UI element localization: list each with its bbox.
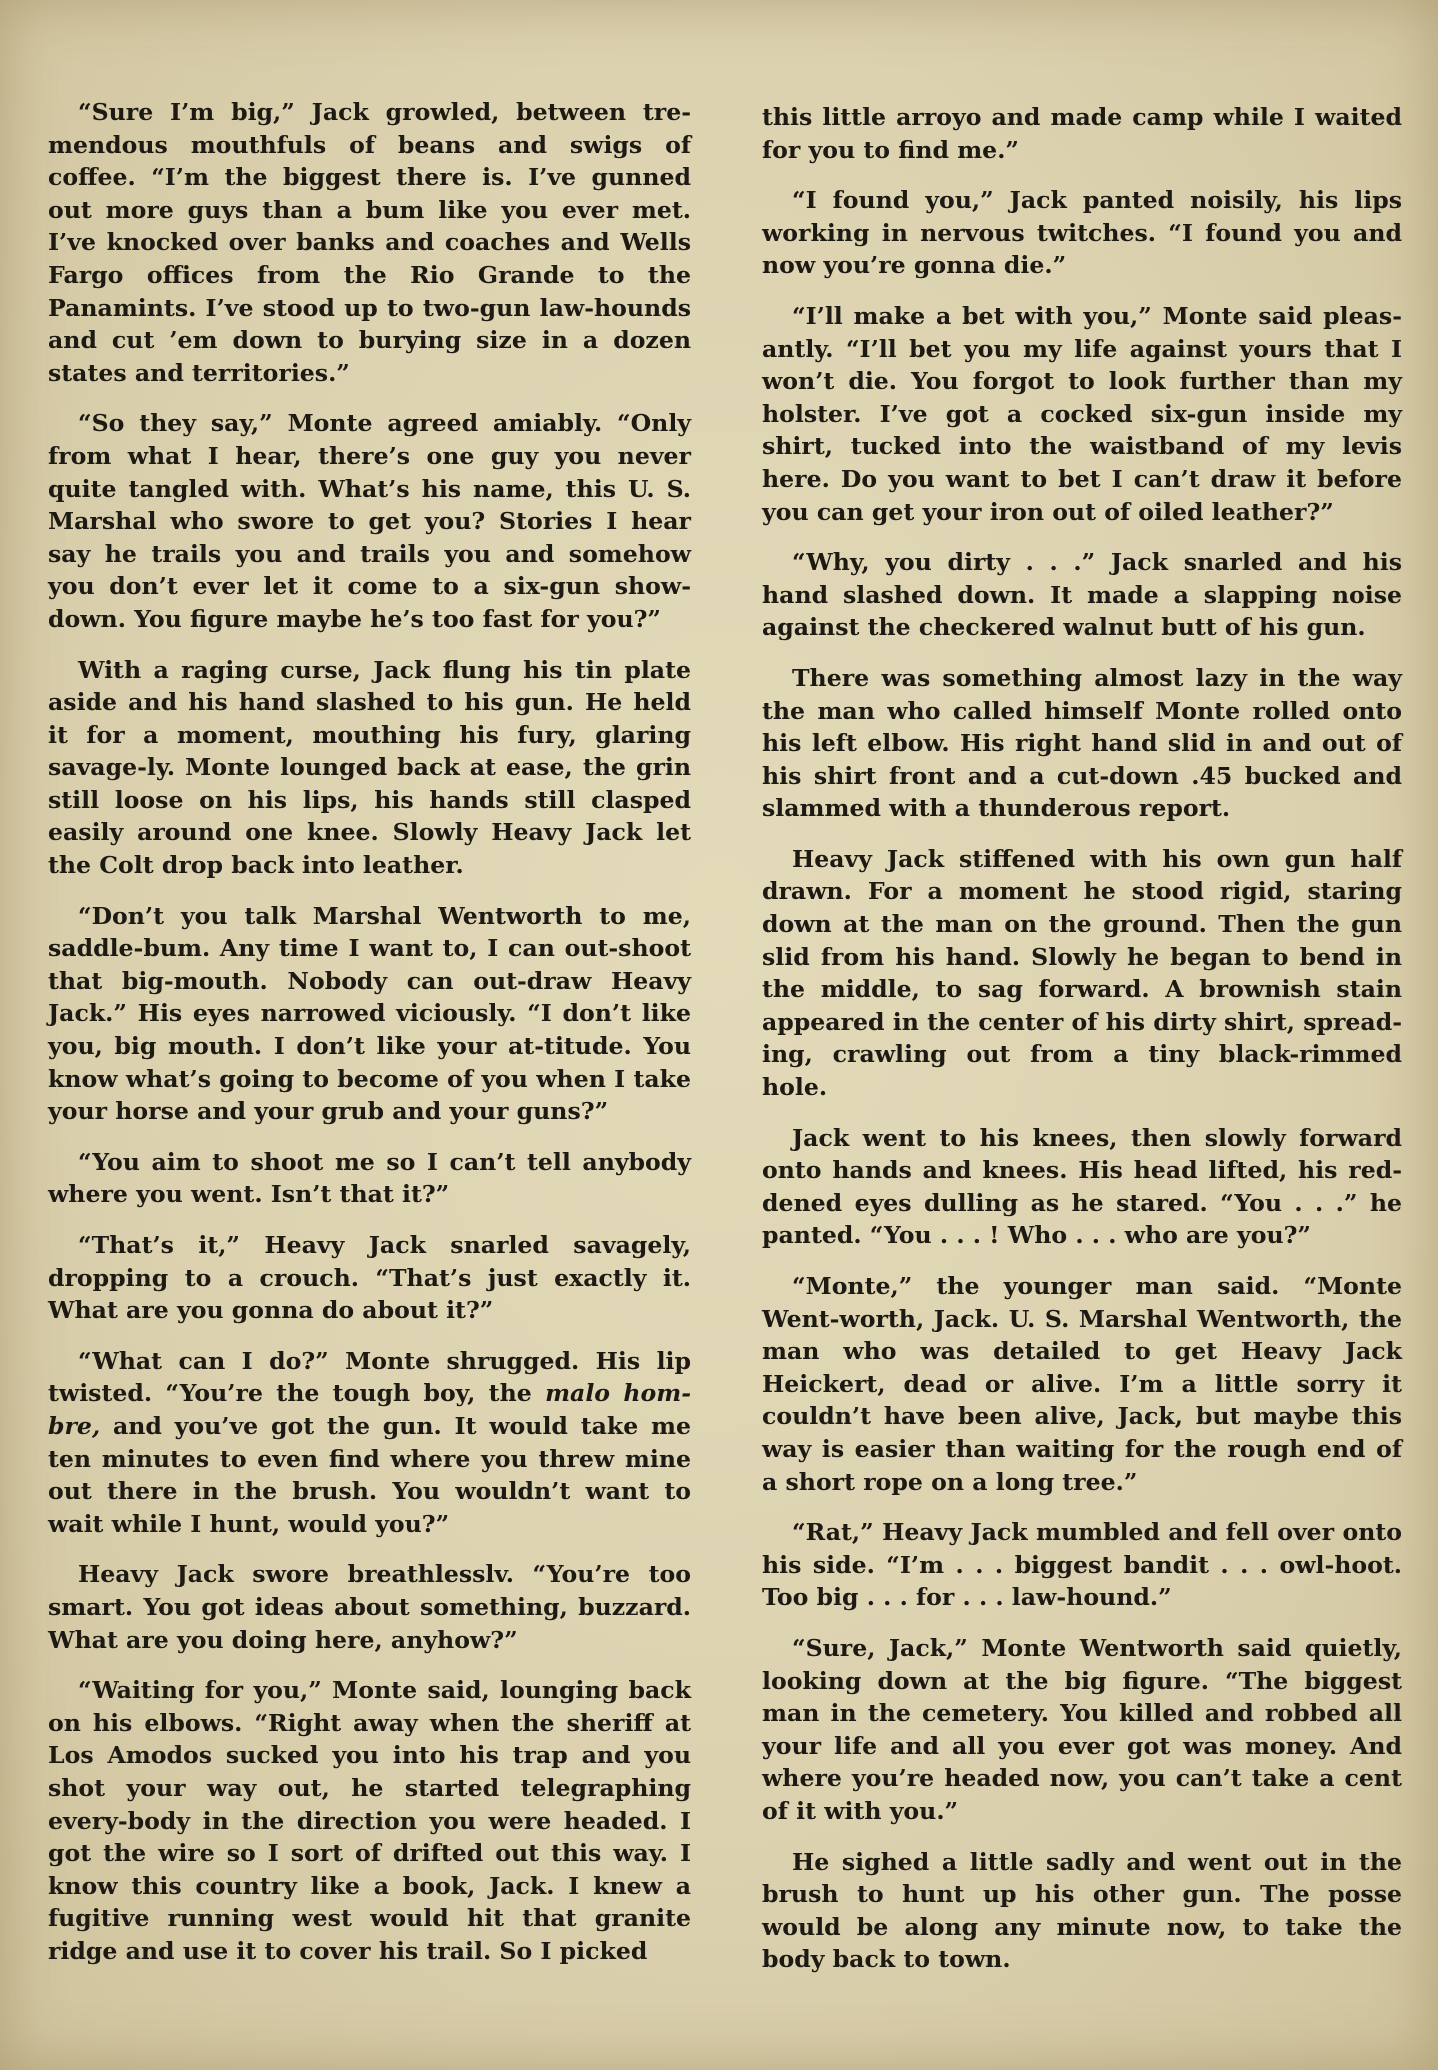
- left-column: [48, 96, 691, 1985]
- paragraph: “Monte,” the younger man said. “Monte Went-worth, Jack. U. S. Marshal Wentworth, the man who was detailed to get Heavy Jack Heickert, dead or alive. I’m a little sorry it couldn’t have been alive, Jack, but maybe this way is easier than waiting for the rough end of a short rope on a long tree.”: [762, 1272, 1402, 1496]
- paragraph: Jack went to his knees, then slowly forward onto hands and knees. His head lifted, his red-dened eyes dulling as he stared. “You . . .” he panted. “You . . . ! Who . . . who are you?”: [762, 1123, 1402, 1250]
- paragraph: “Don’t you talk Marshal Wentworth to me, saddle-bum. Any time I want to, I can out-shoot that big-mouth. Nobody can out-draw Heavy Jack.” His eyes narrowed viciously. “I don’t like you, big mouth. I don’t like your at-titude. You know what’s going to become of you when I take your horse and your grub and your guns?”: [48, 901, 691, 1126]
- paragraph: “Waiting for you,” Monte said, lounging back on his elbows. “Right away when the sheriff at Los Amodos sucked you into his trap and you shot your way out, he started telegraphing every-body in the direction you were headed. I got the wire so I sort of drifted out this way. I know this country like a book, Jack. I knew a fugitive running west would hit that granite ridge and use it to cover his trail. So I picked: [48, 1676, 691, 1965]
- paragraph: With a raging curse, Jack flung his tin plate aside and his hand slashed to his gun. He held it for a moment, mouthing his fury, glaring savage-ly. Monte lounged back at ease, the grin still loose on his lips, his hands still clasped easily around one knee. Slowly Heavy Jack let the Colt drop back into leather.: [48, 655, 691, 880]
- paragraph: “Sure I’m big,” Jack growled, between tre-mendous mouthfuls of beans and swigs of coffee. “I’m the biggest there is. I’ve gunned out more guys than a bum like you ever met. I’ve knocked over banks and coaches and Wells Fargo offices from the Rio Grande to the Panamints. I’ve stood up to two-gun law-hounds and cut ’em down to burying size in a dozen states and territories.”: [48, 98, 691, 387]
- paragraph-text: “What can I do?” Monte shrugged. His lip twisted. “You’re the tough boy, the: [48, 1346, 691, 1408]
- italic-phrase: malo hom-bre,: [48, 1379, 691, 1440]
- paragraph: Heavy Jack stiffened with his own gun half drawn. For a moment he stood rigid, staring down at the man on the ground. Then the gun slid from his hand. Slowly he began to bend in the middle, to sag forward. A brownish stain appeared in the center of his dirty shirt, spread-ing, crawling out from a tiny black-rimmed hole.: [762, 844, 1402, 1102]
- paragraph: “I found you,” Jack panted noisily, his lips working in nervous twitches. “I found you and now you’re gonna die.”: [762, 186, 1402, 280]
- paragraph: “I’ll make a bet with you,” Monte said pleas-antly. “I’ll bet you my life against yours that I won’t die. You forgot to look further than my holster. I’ve got a cocked six-gun inside my shirt, tucked into the waistband of my levis here. Do you want to bet I can’t draw it before you can get your iron out of oiled leather?”: [762, 301, 1402, 526]
- paragraph-text: and you’ve got the gun. It would take me ten minutes to even find where you threw mine out there in the brush. You wouldn’t want to wait while I hunt, would you?”: [48, 1411, 691, 1538]
- paragraph: “Sure, Jack,” Monte Wentworth said quietly, looking down at the big figure. “The biggest man in the cemetery. You killed and robbed all your life and all you ever got was money. And where you’re headed now, you can’t take a cent of it with you.”: [762, 1633, 1402, 1825]
- paragraph: “Why, you dirty . . .” Jack snarled and his hand slashed down. It made a slapping noise against the checkered walnut butt of his gun.: [762, 548, 1402, 642]
- paragraph: Heavy Jack swore breathlesslv. “You’re too smart. You got ideas about something, buzzard. What are you doing here, anyhow?”: [48, 1560, 691, 1654]
- paragraph-continued: this little arroyo and made camp while I waited for you to find me.”: [762, 103, 1402, 164]
- paragraph: There was something almost lazy in the way the man who called himself Monte rolled onto his left elbow. His right hand slid in and out of his shirt front and a cut-down .45 bucked and slammed with a thunderous report.: [762, 663, 1402, 823]
- right-column: [762, 101, 1402, 1994]
- paragraph: “Rat,” Heavy Jack mumbled and fell over onto his side. “I’m . . . biggest bandit . . . owl-hoot. Too big . . . for . . . law-hound.”: [762, 1518, 1402, 1612]
- paragraph: “That’s it,” Heavy Jack snarled savagely, dropping to a crouch. “That’s just exactly it. What are you gonna do about it?”: [48, 1231, 691, 1325]
- paragraph: “So they say,” Monte agreed amiably. “Only from what I hear, there’s one guy you never quite tangled with. What’s his name, this U. S. Marshal who swore to get you? Stories I hear say he trails you and trails you and somehow you don’t ever let it come to a six-gun show-down. You figure maybe he’s too fast for you?”: [48, 409, 691, 633]
- paragraph: He sighed a little sadly and went out in the brush to hunt up his other gun. The posse would be along any minute now, to take the body back to town.: [762, 1847, 1402, 1974]
- paragraph: “You aim to shoot me so I can’t tell anybody where you went. Isn’t that it?”: [48, 1147, 691, 1209]
- paragraph: [48, 1345, 691, 1541]
